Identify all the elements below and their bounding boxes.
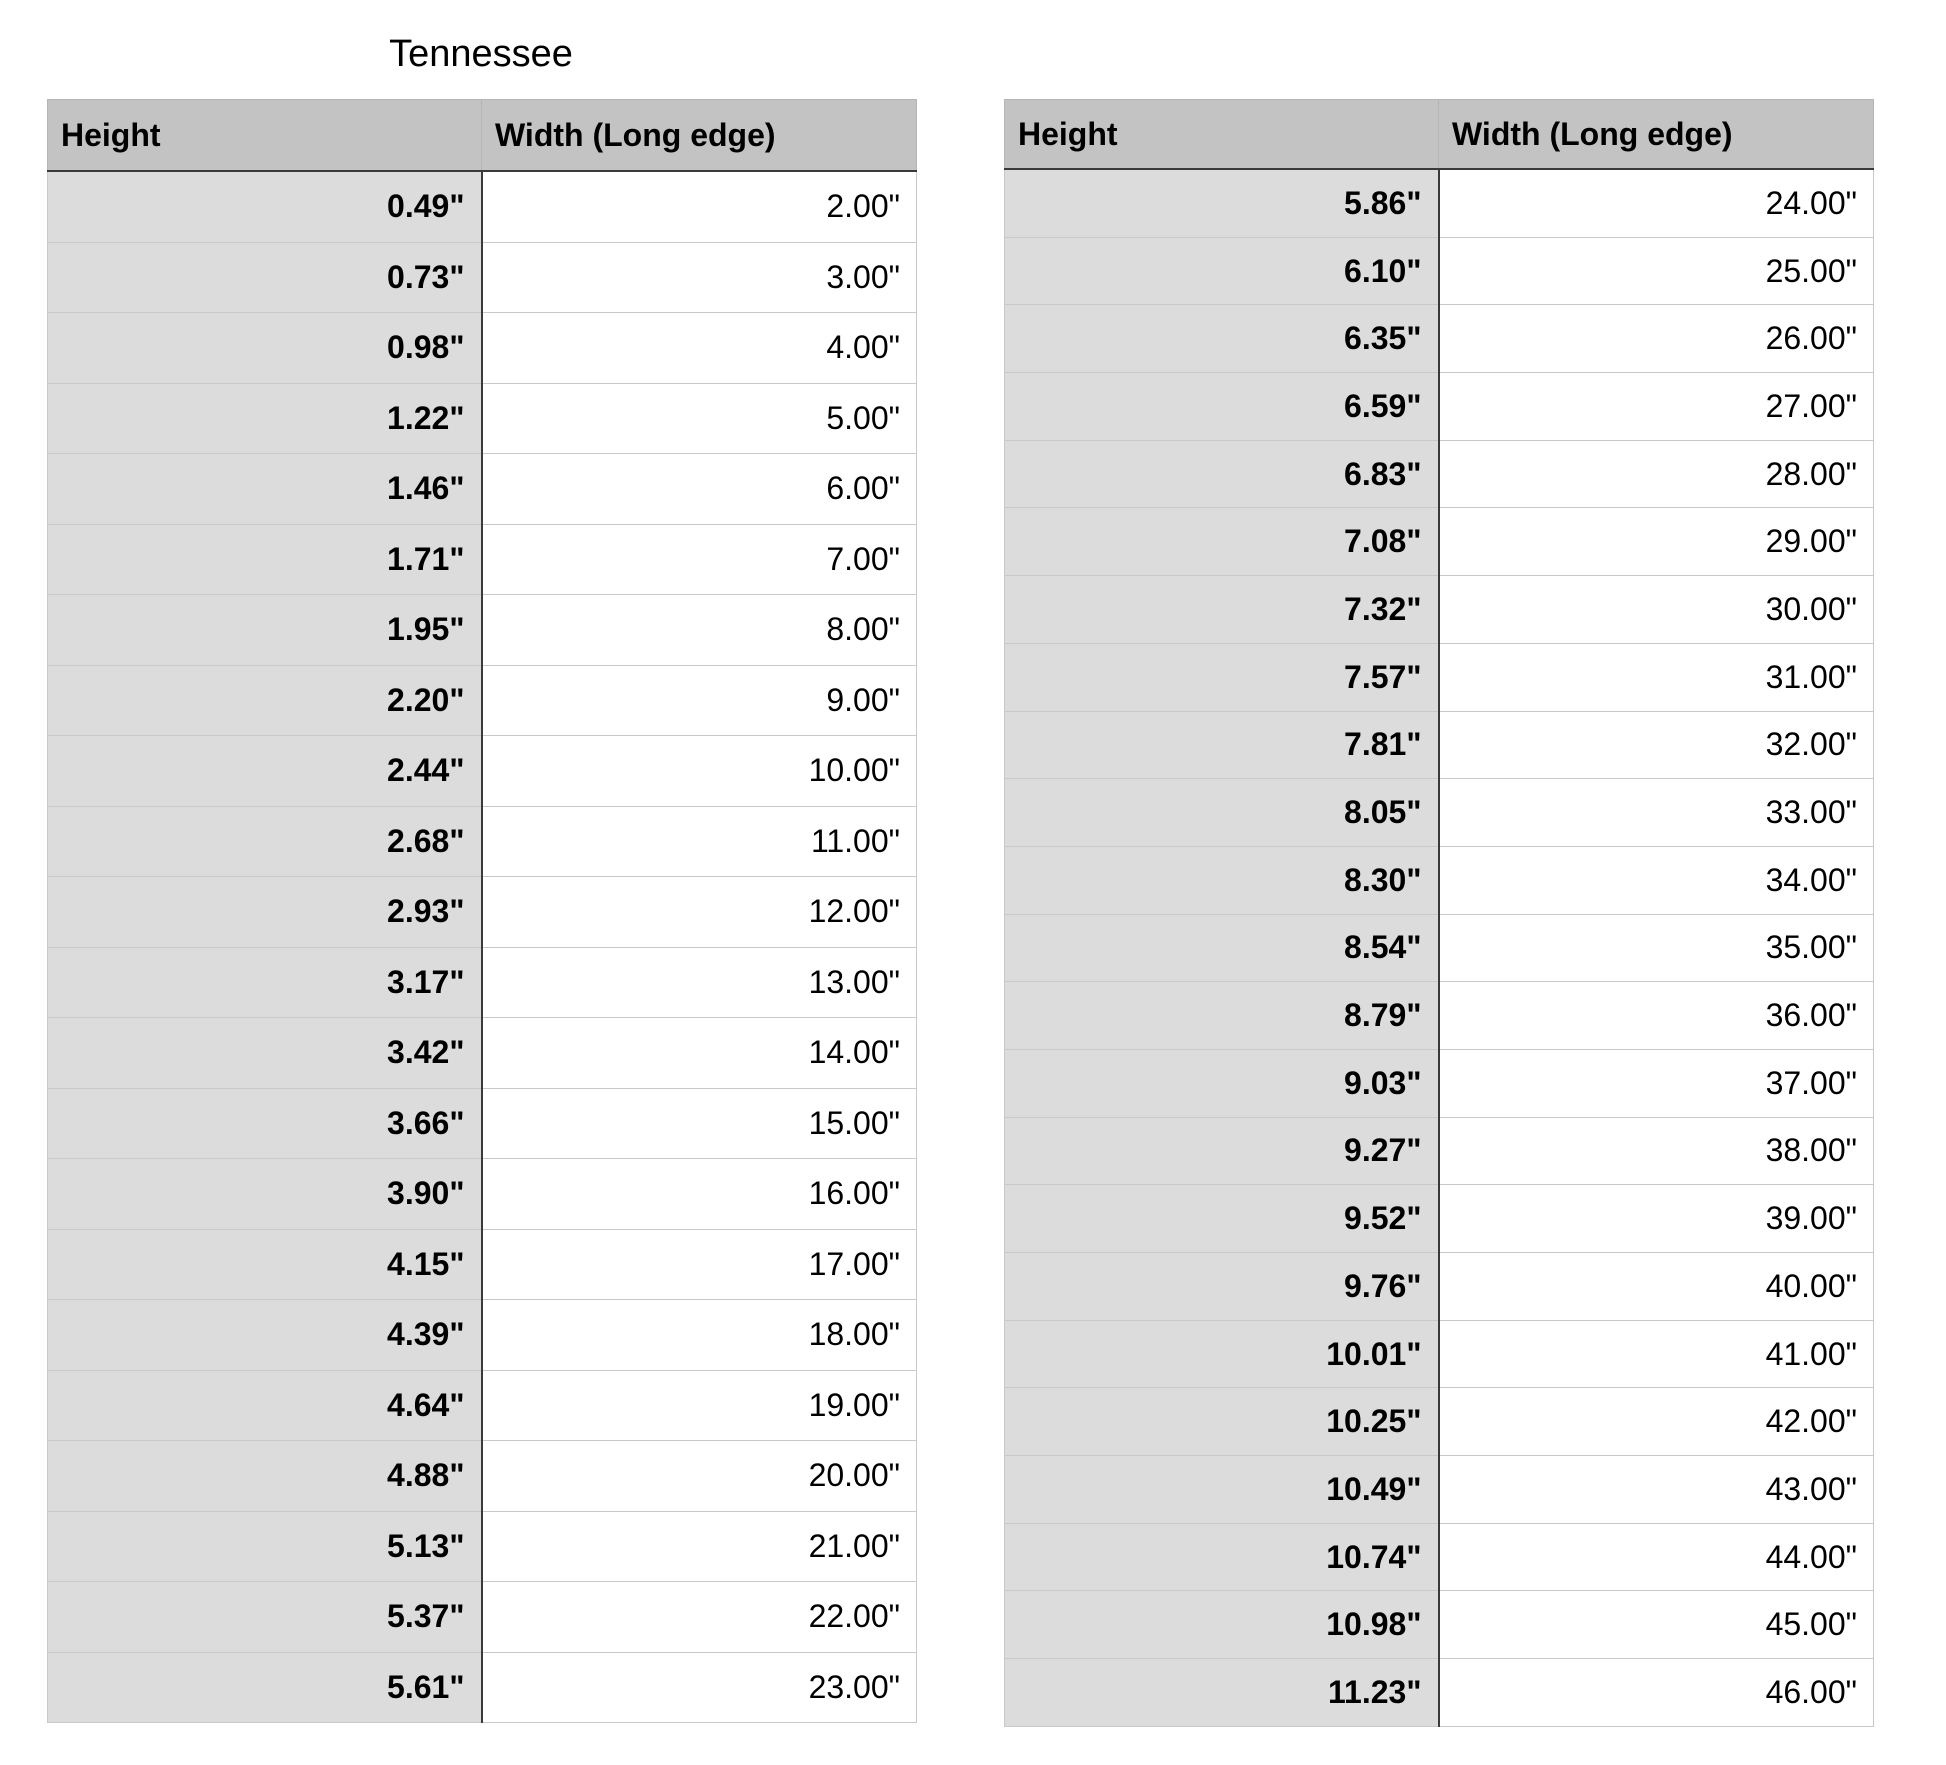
table-row	[48, 1229, 917, 1300]
height-cell: 5.37"	[48, 1582, 482, 1653]
table-row	[48, 877, 917, 948]
table-body	[48, 171, 917, 1723]
table-row	[48, 1300, 917, 1371]
table-header-row	[48, 100, 917, 172]
table-header-row	[1005, 100, 1874, 170]
height-cell: 0.49"	[48, 171, 482, 242]
width-cell: 13.00"	[482, 947, 917, 1018]
width-cell: 39.00"	[1439, 1185, 1874, 1253]
width-cell: 34.00"	[1439, 846, 1874, 914]
height-cell: 1.22"	[48, 383, 482, 454]
height-cell: 0.73"	[48, 242, 482, 313]
table-row	[48, 1370, 917, 1441]
table-row	[1005, 169, 1874, 237]
width-cell: 24.00"	[1439, 169, 1874, 237]
height-cell: 7.57"	[1005, 643, 1439, 711]
table-row	[1005, 1523, 1874, 1591]
width-cell: 18.00"	[482, 1300, 917, 1371]
width-cell: 41.00"	[1439, 1320, 1874, 1388]
height-cell: 3.42"	[48, 1018, 482, 1089]
table-row	[48, 1511, 917, 1582]
height-cell: 4.39"	[48, 1300, 482, 1371]
height-cell: 10.49"	[1005, 1456, 1439, 1524]
width-cell: 5.00"	[482, 383, 917, 454]
height-cell: 6.59"	[1005, 373, 1439, 441]
table-row	[1005, 846, 1874, 914]
width-cell: 35.00"	[1439, 914, 1874, 982]
height-cell: 6.10"	[1005, 237, 1439, 305]
table-row	[1005, 1049, 1874, 1117]
height-cell: 7.08"	[1005, 508, 1439, 576]
table-row	[1005, 576, 1874, 644]
width-cell: 21.00"	[482, 1511, 917, 1582]
column-header-height: Height	[48, 100, 482, 172]
size-table-right	[1004, 99, 1874, 1727]
height-cell: 7.81"	[1005, 711, 1439, 779]
width-cell: 42.00"	[1439, 1388, 1874, 1456]
width-cell: 31.00"	[1439, 643, 1874, 711]
width-cell: 14.00"	[482, 1018, 917, 1089]
table-row	[1005, 711, 1874, 779]
width-cell: 15.00"	[482, 1088, 917, 1159]
table-row	[1005, 779, 1874, 847]
table-row	[48, 1088, 917, 1159]
width-cell: 3.00"	[482, 242, 917, 313]
height-cell: 1.71"	[48, 524, 482, 595]
table-row	[1005, 1388, 1874, 1456]
height-cell: 8.05"	[1005, 779, 1439, 847]
width-cell: 4.00"	[482, 313, 917, 384]
width-cell: 27.00"	[1439, 373, 1874, 441]
table-row	[48, 947, 917, 1018]
height-cell: 7.32"	[1005, 576, 1439, 644]
width-cell: 2.00"	[482, 171, 917, 242]
width-cell: 26.00"	[1439, 305, 1874, 373]
height-cell: 9.76"	[1005, 1253, 1439, 1321]
table-row	[1005, 237, 1874, 305]
table-row	[48, 1652, 917, 1723]
table-row	[48, 595, 917, 666]
height-cell: 9.27"	[1005, 1117, 1439, 1185]
width-cell: 43.00"	[1439, 1456, 1874, 1524]
table-row	[1005, 914, 1874, 982]
width-cell: 11.00"	[482, 806, 917, 877]
column-header-height: Height	[1005, 100, 1439, 170]
table-row	[48, 524, 917, 595]
table-row	[1005, 305, 1874, 373]
height-cell: 6.83"	[1005, 440, 1439, 508]
table-row	[48, 665, 917, 736]
height-cell: 5.13"	[48, 1511, 482, 1582]
height-cell: 0.98"	[48, 313, 482, 384]
width-cell: 16.00"	[482, 1159, 917, 1230]
table-row	[48, 806, 917, 877]
width-cell: 23.00"	[482, 1652, 917, 1723]
width-cell: 33.00"	[1439, 779, 1874, 847]
size-table-left	[47, 99, 917, 1723]
table-row	[48, 1582, 917, 1653]
width-cell: 30.00"	[1439, 576, 1874, 644]
height-cell: 2.44"	[48, 736, 482, 807]
table-row	[48, 171, 917, 242]
height-cell: 9.03"	[1005, 1049, 1439, 1117]
width-cell: 25.00"	[1439, 237, 1874, 305]
height-cell: 1.46"	[48, 454, 482, 525]
width-cell: 38.00"	[1439, 1117, 1874, 1185]
width-cell: 19.00"	[482, 1370, 917, 1441]
width-cell: 36.00"	[1439, 982, 1874, 1050]
height-cell: 10.01"	[1005, 1320, 1439, 1388]
width-cell: 28.00"	[1439, 440, 1874, 508]
width-cell: 44.00"	[1439, 1523, 1874, 1591]
table-row	[1005, 373, 1874, 441]
table-row	[1005, 1320, 1874, 1388]
height-cell: 8.54"	[1005, 914, 1439, 982]
width-cell: 17.00"	[482, 1229, 917, 1300]
width-cell: 7.00"	[482, 524, 917, 595]
table-row	[48, 454, 917, 525]
width-cell: 10.00"	[482, 736, 917, 807]
height-cell: 4.64"	[48, 1370, 482, 1441]
height-cell: 2.68"	[48, 806, 482, 877]
height-cell: 1.95"	[48, 595, 482, 666]
height-cell: 5.61"	[48, 1652, 482, 1723]
table-row	[1005, 1185, 1874, 1253]
table-row	[1005, 982, 1874, 1050]
height-cell: 10.98"	[1005, 1591, 1439, 1659]
table-row	[1005, 440, 1874, 508]
table-row	[1005, 1659, 1874, 1727]
height-cell: 3.66"	[48, 1088, 482, 1159]
table-row	[48, 736, 917, 807]
height-cell: 9.52"	[1005, 1185, 1439, 1253]
height-cell: 11.23"	[1005, 1659, 1439, 1727]
column-header-width: Width (Long edge)	[1439, 100, 1874, 170]
height-cell: 2.20"	[48, 665, 482, 736]
table-row	[1005, 1591, 1874, 1659]
width-cell: 32.00"	[1439, 711, 1874, 779]
height-cell: 10.25"	[1005, 1388, 1439, 1456]
width-cell: 8.00"	[482, 595, 917, 666]
table-row	[1005, 1117, 1874, 1185]
table-body	[1005, 169, 1874, 1726]
width-cell: 12.00"	[482, 877, 917, 948]
width-cell: 6.00"	[482, 454, 917, 525]
width-cell: 40.00"	[1439, 1253, 1874, 1321]
width-cell: 37.00"	[1439, 1049, 1874, 1117]
table-row	[1005, 1456, 1874, 1524]
width-cell: 45.00"	[1439, 1591, 1874, 1659]
table-row	[1005, 1253, 1874, 1321]
table-row	[48, 242, 917, 313]
width-cell: 29.00"	[1439, 508, 1874, 576]
width-cell: 46.00"	[1439, 1659, 1874, 1727]
height-cell: 4.88"	[48, 1441, 482, 1512]
table-row	[48, 1018, 917, 1089]
height-cell: 10.74"	[1005, 1523, 1439, 1591]
table-row	[1005, 508, 1874, 576]
table-row	[48, 313, 917, 384]
height-cell: 8.30"	[1005, 846, 1439, 914]
height-cell: 5.86"	[1005, 169, 1439, 237]
table-row	[48, 1159, 917, 1230]
height-cell: 6.35"	[1005, 305, 1439, 373]
height-cell: 4.15"	[48, 1229, 482, 1300]
height-cell: 3.90"	[48, 1159, 482, 1230]
table-row	[48, 383, 917, 454]
sheet-title: Tennessee	[389, 33, 573, 75]
column-header-width: Width (Long edge)	[482, 100, 917, 172]
height-cell: 8.79"	[1005, 982, 1439, 1050]
table-row	[1005, 643, 1874, 711]
height-cell: 3.17"	[48, 947, 482, 1018]
width-cell: 22.00"	[482, 1582, 917, 1653]
table-row	[48, 1441, 917, 1512]
width-cell: 9.00"	[482, 665, 917, 736]
height-cell: 2.93"	[48, 877, 482, 948]
width-cell: 20.00"	[482, 1441, 917, 1512]
